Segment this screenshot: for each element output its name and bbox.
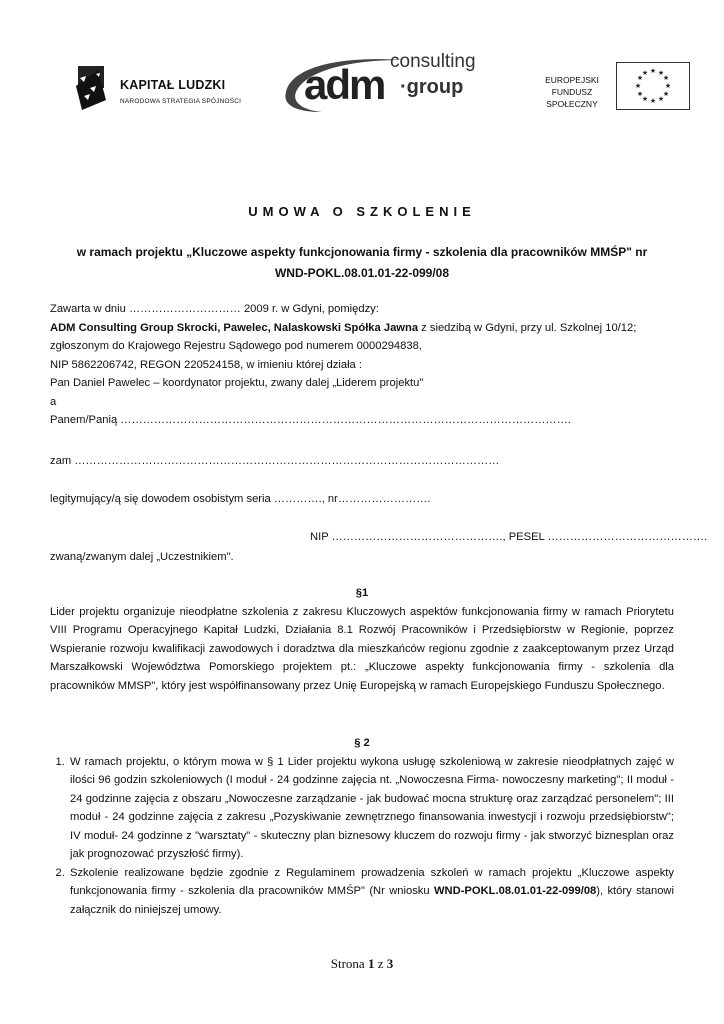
document-title: UMOWA O SZKOLENIE	[248, 204, 476, 219]
participant-designation-line: zwaną/zwanym dalej „Uczestnikiem".	[50, 551, 234, 563]
efs-label	[530, 74, 614, 110]
company-name: ADM Consulting Group Skrocki, Pawelec, Nalaskowski Spółka Jawna	[50, 321, 419, 334]
adm-wordmark: adm	[304, 61, 385, 108]
svg-text:★: ★	[657, 95, 665, 103]
section-1	[50, 584, 674, 695]
kapital-ludzki-title: KAPITAŁ LUDZKI	[120, 78, 226, 92]
section-2-item-1: 1. W ramach projektu, o którym mowa w § 1 Lider projektu wykona usługę szkoleniową w zakresie nieodpłatnych zajęć w ilości 96 godzin szkoleniowych (I moduł - 24 godzinne zajęcia nt. „Nowoczesna Firma- nowoczesny marketing"; II moduł - 24 godzinne zajęcia z obszaru „Nowoczesne zarządzanie - jak budować mocna strukturę oraz zarządzać personelem"; III moduł - 24 godzinne zajęcia z zakresu „Pozyskiwanie zewnętrznego finansowania inwestycji i rozwoju przedsiębiorstw"; IV moduł- 24 godzinne z "warsztaty" - skuteczny plan biznesowy kluczem do rozwoju firmy - jak stworzyć biznesplan oraz jak prognozować przyszłość firmy).	[68, 753, 674, 864]
footer-total-pages: 3	[386, 956, 394, 971]
participant-name-line: Panem/Panią ………………………………………………………………………………………………………….	[50, 414, 571, 426]
svg-text:★: ★	[636, 74, 644, 82]
section-1-heading: §1	[355, 587, 369, 599]
contract-date-line: Zawarta w dniu ………………………… 2009 r. w Gdyni, pomiędzy:	[50, 303, 379, 315]
krs-line: zgłoszonym do Krajowego Rejestru Sądowego pod numerem 0000294838,	[50, 340, 422, 352]
kapital-ludzki-emblem-icon	[68, 60, 112, 118]
svg-text:★: ★	[649, 97, 657, 105]
section-2	[50, 734, 674, 919]
company-address: z siedzibą w Gdyni, przy ul. Szkolnej 10/12;	[418, 321, 637, 334]
company-line	[50, 319, 674, 338]
svg-text:★: ★	[641, 95, 649, 103]
adm-consulting-word: consulting	[390, 51, 476, 72]
nip-pesel-line: NIP ………………………………………., PESEL …………………………………….	[310, 531, 708, 543]
page-footer	[0, 956, 724, 972]
svg-text:★: ★	[662, 74, 670, 82]
svg-text:★: ★	[657, 69, 665, 77]
section-1-text: Lider projektu organizuje nieodpłatne szkolenia z zakresu Kluczowych aspektów funkcjonowania firmy w ramach Priorytetu VIII Programu Operacyjnego Kapitał Ludzki, Działania 8.1 Rozwój Pracowników i Przedsiębiorstw w Regionie, poprzez Wspieranie rozwoju kwalifikacji zawodowych i doradztwa dla mieszkańców regionu zgodnie z zaakceptowanym przez Urząd Marszałkowski Województwa Pomorskiego projektem pt.: „Kluczowe aspekty funkcjonowania firmy - szkolenia dla pracowników MMSP", który jest współfinansowany przez Unię Europejską w ramach Europejskiego Funduszu Społecznego.	[50, 605, 674, 692]
footer-page-number: 1	[367, 956, 375, 971]
footer-prefix: Strona	[330, 956, 368, 971]
section-2-heading: § 2	[354, 737, 370, 749]
nip-regon-line: NIP 5862206742, REGON 220524158, w imieniu której działa :	[50, 358, 362, 371]
id-card-line: legitymujący/ą się dowodem osobistym seria …………., nr…………………….	[50, 493, 431, 505]
header-logos	[0, 52, 724, 124]
eu-stars-icon	[617, 63, 689, 109]
svg-text:★: ★	[634, 82, 642, 90]
adm-consulting-logo	[282, 51, 476, 116]
svg-text:★: ★	[636, 90, 644, 98]
representative-line: Pan Daniel Pawelec – koordynator projektu, zwany dalej „Liderem projektu"	[50, 377, 424, 389]
kapital-ludzki-subtitle: NARODOWA STRATEGIA SPÓJNOŚCI	[120, 98, 242, 105]
adm-group-word: ·group	[400, 76, 464, 98]
section-2-item-2	[68, 864, 674, 920]
svg-text:★: ★	[641, 69, 649, 77]
svg-text:★: ★	[662, 90, 670, 98]
document-subtitle	[40, 242, 684, 284]
svg-text:★: ★	[649, 67, 657, 75]
footer-middle: z	[374, 956, 387, 971]
subtitle-line1: w ramach projektu „Kluczowe aspekty funkcjonowania firmy - szkolenia dla pracowników MMŚP" nr	[76, 245, 648, 259]
efs-line2: FUNDUSZ SPOŁECZNY	[546, 87, 598, 109]
and-line: a	[50, 395, 57, 408]
eu-flag	[616, 62, 690, 110]
item-2-text-a: Szkolenie realizowane będzie zgodnie z Regulaminem prowadzenia szkoleń w ramach projektu „Kluczowe aspekty funkcjonowania firmy - szkolenia dla pracowników MMŚP" (Nr wniosku	[70, 866, 674, 897]
item-2-application-number: WND-POKL.08.01.01-22-099/08	[433, 885, 597, 897]
svg-text:★: ★	[664, 82, 672, 90]
parties-block	[50, 300, 674, 430]
subtitle-line2: WND-POKL.08.01.01-22-099/08	[274, 266, 450, 280]
item-2-text-b: ), który stanowi załącznik do niniejszej umowy.	[70, 885, 674, 916]
efs-line1: EUROPEJSKI	[545, 75, 599, 85]
address-line: zam ……………………………………………………………………………………………………	[50, 455, 500, 467]
